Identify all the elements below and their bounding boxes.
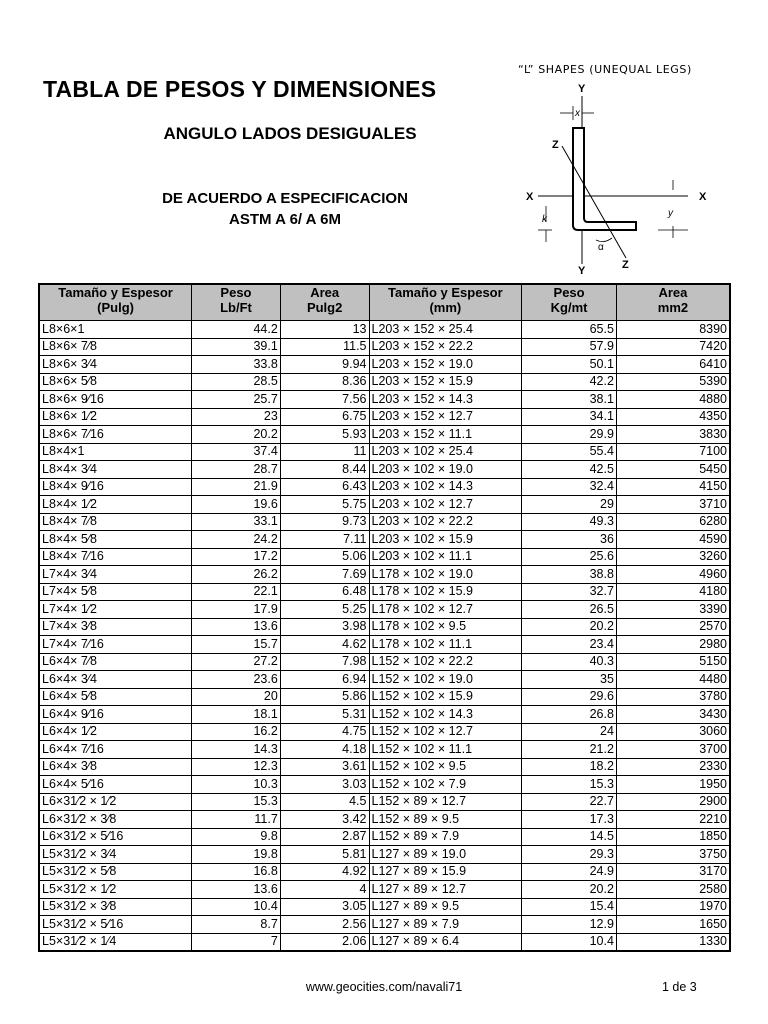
column-header-line: Area bbox=[310, 285, 340, 300]
table-cell: 12.9 bbox=[522, 916, 617, 934]
table-cell: 19.8 bbox=[192, 846, 281, 864]
table-cell: 5.06 bbox=[280, 548, 369, 566]
table-cell: 15.3 bbox=[192, 793, 281, 811]
table-cell: 3.03 bbox=[280, 776, 369, 794]
table-row bbox=[39, 408, 730, 426]
table-cell: 13 bbox=[280, 321, 369, 339]
y-axis-bottom-label: Y bbox=[578, 265, 586, 277]
z-axis-line bbox=[562, 146, 626, 258]
table-cell: 20.2 bbox=[192, 426, 281, 444]
table-cell: L5×31⁄2 × 5⁄16 bbox=[39, 916, 192, 934]
table-cell: 26.8 bbox=[522, 706, 617, 724]
table-cell: 14.5 bbox=[522, 828, 617, 846]
table-cell: 38.1 bbox=[522, 391, 617, 409]
table-cell: 27.2 bbox=[192, 653, 281, 671]
table-cell: 2580 bbox=[616, 881, 730, 899]
table-cell: 24 bbox=[522, 723, 617, 741]
table-cell: L8×4× 5⁄8 bbox=[39, 531, 192, 549]
table-cell: 11.7 bbox=[192, 811, 281, 829]
table-cell: 1850 bbox=[616, 828, 730, 846]
table-cell: L152 × 102 × 11.1 bbox=[369, 741, 522, 759]
table-cell: L127 × 89 × 15.9 bbox=[369, 863, 522, 881]
table-row bbox=[39, 391, 730, 409]
table-cell: 29.6 bbox=[522, 688, 617, 706]
page-subtitle: ANGULO LADOS DESIGUALES bbox=[163, 124, 417, 143]
z-axis-top-label: Z bbox=[552, 139, 559, 151]
table-cell: L203 × 152 × 25.4 bbox=[369, 321, 522, 339]
table-cell: L203 × 152 × 19.0 bbox=[369, 356, 522, 374]
table-cell: L152 × 89 × 7.9 bbox=[369, 828, 522, 846]
table-cell: 9.94 bbox=[280, 356, 369, 374]
table-cell: L203 × 102 × 15.9 bbox=[369, 531, 522, 549]
table-cell: L8×6× 7⁄16 bbox=[39, 426, 192, 444]
table-cell: 4880 bbox=[616, 391, 730, 409]
z-axis-bottom-label: Z bbox=[622, 259, 629, 271]
table-cell: 26.2 bbox=[192, 566, 281, 584]
table-cell: 2330 bbox=[616, 758, 730, 776]
table-cell: 6410 bbox=[616, 356, 730, 374]
table-cell: L5×31⁄2 × 5⁄8 bbox=[39, 863, 192, 881]
table-cell: L178 × 102 × 19.0 bbox=[369, 566, 522, 584]
table-cell: 2.56 bbox=[280, 916, 369, 934]
x-axis-left-label: X bbox=[526, 191, 534, 203]
table-row bbox=[39, 496, 730, 514]
spec-line-1: DE ACUERDO A ESPECIFICACION bbox=[162, 190, 408, 207]
table-cell: 32.7 bbox=[522, 583, 617, 601]
table-cell: 7420 bbox=[616, 338, 730, 356]
table-cell: 7 bbox=[192, 933, 281, 951]
table-row bbox=[39, 443, 730, 461]
table-cell: 5.86 bbox=[280, 688, 369, 706]
table-cell: 6.43 bbox=[280, 478, 369, 496]
table-cell: L6×4× 5⁄8 bbox=[39, 688, 192, 706]
table-cell: 17.9 bbox=[192, 601, 281, 619]
table-cell: L152 × 102 × 7.9 bbox=[369, 776, 522, 794]
table-cell: 12.3 bbox=[192, 758, 281, 776]
table-row bbox=[39, 723, 730, 741]
table-cell: 3.42 bbox=[280, 811, 369, 829]
table-cell: 40.3 bbox=[522, 653, 617, 671]
table-cell: L203 × 102 × 12.7 bbox=[369, 496, 522, 514]
table-header-row bbox=[39, 284, 730, 321]
table-cell: L8×6× 3⁄4 bbox=[39, 356, 192, 374]
table-cell: 6.94 bbox=[280, 671, 369, 689]
table-row bbox=[39, 618, 730, 636]
table-row bbox=[39, 828, 730, 846]
table-cell: L7×4× 3⁄8 bbox=[39, 618, 192, 636]
table-cell: L203 × 102 × 19.0 bbox=[369, 461, 522, 479]
table-cell: L203 × 152 × 12.7 bbox=[369, 408, 522, 426]
table-cell: L8×6× 7⁄8 bbox=[39, 338, 192, 356]
table-cell: 5.93 bbox=[280, 426, 369, 444]
table-cell: L203 × 152 × 11.1 bbox=[369, 426, 522, 444]
table-row bbox=[39, 741, 730, 759]
table-cell: 15.3 bbox=[522, 776, 617, 794]
table-cell: 3.61 bbox=[280, 758, 369, 776]
table-cell: L5×31⁄2 × 1⁄4 bbox=[39, 933, 192, 951]
table-cell: 8390 bbox=[616, 321, 730, 339]
table-cell: 20.2 bbox=[522, 618, 617, 636]
table-cell: 11 bbox=[280, 443, 369, 461]
table-cell: 7.56 bbox=[280, 391, 369, 409]
table-cell: L152 × 102 × 14.3 bbox=[369, 706, 522, 724]
page-title: TABLA DE PESOS Y DIMENSIONES bbox=[43, 76, 437, 102]
table-cell: 17.3 bbox=[522, 811, 617, 829]
table-cell: 42.2 bbox=[522, 373, 617, 391]
table-cell: 8.7 bbox=[192, 916, 281, 934]
table-cell: L5×31⁄2 × 3⁄4 bbox=[39, 846, 192, 864]
table-cell: 4350 bbox=[616, 408, 730, 426]
column-header-line: (Pulg) bbox=[97, 300, 134, 315]
table-cell: 33.8 bbox=[192, 356, 281, 374]
column-header-line: Kg/mt bbox=[550, 300, 588, 315]
table-cell: L8×4× 1⁄2 bbox=[39, 496, 192, 514]
table-cell: 1650 bbox=[616, 916, 730, 934]
table-cell: 6.75 bbox=[280, 408, 369, 426]
column-header-line: Peso bbox=[220, 285, 252, 300]
column-header-line: Area bbox=[658, 285, 688, 300]
table-cell: 5.31 bbox=[280, 706, 369, 724]
table-cell: 2.87 bbox=[280, 828, 369, 846]
table-cell: 15.7 bbox=[192, 636, 281, 654]
column-header-line: Pulg2 bbox=[306, 300, 343, 315]
table-cell: 39.1 bbox=[192, 338, 281, 356]
x-dimension-label: x bbox=[575, 108, 580, 119]
table-cell: L6×31⁄2 × 5⁄16 bbox=[39, 828, 192, 846]
table-cell: L8×4× 9⁄16 bbox=[39, 478, 192, 496]
table-cell: 7.11 bbox=[280, 531, 369, 549]
table-cell: 8.44 bbox=[280, 461, 369, 479]
table-cell: 1950 bbox=[616, 776, 730, 794]
table-cell: 23.4 bbox=[522, 636, 617, 654]
table-cell: L127 × 89 × 7.9 bbox=[369, 916, 522, 934]
table-row bbox=[39, 881, 730, 899]
weights-dimensions-table bbox=[38, 283, 731, 952]
table-row bbox=[39, 356, 730, 374]
specification-block bbox=[0, 188, 570, 230]
table-cell: 49.3 bbox=[522, 513, 617, 531]
table-cell: 2210 bbox=[616, 811, 730, 829]
column-header bbox=[522, 284, 617, 321]
table-cell: L152 × 89 × 9.5 bbox=[369, 811, 522, 829]
table-cell: 19.6 bbox=[192, 496, 281, 514]
table-cell: 7.69 bbox=[280, 566, 369, 584]
table-cell: 5.75 bbox=[280, 496, 369, 514]
table-row bbox=[39, 776, 730, 794]
table-cell: 4.62 bbox=[280, 636, 369, 654]
column-header-line: (mm) bbox=[429, 300, 462, 315]
table-cell: 13.6 bbox=[192, 618, 281, 636]
table-cell: 17.2 bbox=[192, 548, 281, 566]
table-cell: 4.75 bbox=[280, 723, 369, 741]
y-dimension-label: y bbox=[668, 208, 673, 219]
table-cell: 35 bbox=[522, 671, 617, 689]
table-cell: 5.25 bbox=[280, 601, 369, 619]
table-cell: L152 × 102 × 9.5 bbox=[369, 758, 522, 776]
table-cell: L7×4× 1⁄2 bbox=[39, 601, 192, 619]
table-cell: L152 × 102 × 19.0 bbox=[369, 671, 522, 689]
table-cell: L203 × 152 × 22.2 bbox=[369, 338, 522, 356]
table-cell: L203 × 102 × 22.2 bbox=[369, 513, 522, 531]
table-cell: L178 × 102 × 15.9 bbox=[369, 583, 522, 601]
table-cell: 6.48 bbox=[280, 583, 369, 601]
table-cell: 25.7 bbox=[192, 391, 281, 409]
table-cell: 3.98 bbox=[280, 618, 369, 636]
table-cell: 29.9 bbox=[522, 426, 617, 444]
table-cell: 4 bbox=[280, 881, 369, 899]
table-cell: 3830 bbox=[616, 426, 730, 444]
table-cell: 32.4 bbox=[522, 478, 617, 496]
table-cell: 3390 bbox=[616, 601, 730, 619]
table-cell: L6×4× 1⁄2 bbox=[39, 723, 192, 741]
table-cell: 7100 bbox=[616, 443, 730, 461]
table-row bbox=[39, 846, 730, 864]
table-cell: 18.2 bbox=[522, 758, 617, 776]
table-row bbox=[39, 426, 730, 444]
table-row bbox=[39, 601, 730, 619]
table-cell: L5×31⁄2 × 3⁄8 bbox=[39, 898, 192, 916]
table-cell: 1970 bbox=[616, 898, 730, 916]
table-cell: 37.4 bbox=[192, 443, 281, 461]
table-row bbox=[39, 531, 730, 549]
table-cell: 10.4 bbox=[192, 898, 281, 916]
table-cell: 2.06 bbox=[280, 933, 369, 951]
y-axis-top-label: Y bbox=[578, 83, 586, 95]
table-cell: L6×4× 7⁄8 bbox=[39, 653, 192, 671]
table-cell: 50.1 bbox=[522, 356, 617, 374]
table-cell: 11.5 bbox=[280, 338, 369, 356]
table-cell: L127 × 89 × 9.5 bbox=[369, 898, 522, 916]
table-cell: 24.2 bbox=[192, 531, 281, 549]
table-cell: L152 × 102 × 22.2 bbox=[369, 653, 522, 671]
table-row bbox=[39, 321, 730, 339]
table-cell: L8×4× 7⁄16 bbox=[39, 548, 192, 566]
table-cell: 13.6 bbox=[192, 881, 281, 899]
table-cell: 4960 bbox=[616, 566, 730, 584]
table-cell: L7×4× 7⁄16 bbox=[39, 636, 192, 654]
table-row bbox=[39, 478, 730, 496]
alpha-angle-label: α bbox=[598, 242, 604, 253]
table-cell: L6×4× 5⁄16 bbox=[39, 776, 192, 794]
table-cell: 5.81 bbox=[280, 846, 369, 864]
column-header-line: Peso bbox=[553, 285, 585, 300]
table-cell: L127 × 89 × 12.7 bbox=[369, 881, 522, 899]
table-cell: 44.2 bbox=[192, 321, 281, 339]
table-cell: L203 × 152 × 14.3 bbox=[369, 391, 522, 409]
table-cell: 3430 bbox=[616, 706, 730, 724]
table-cell: 2900 bbox=[616, 793, 730, 811]
spec-line-2: ASTM A 6/ A 6M bbox=[229, 211, 341, 228]
table-cell: L6×4× 3⁄8 bbox=[39, 758, 192, 776]
table-cell: 22.7 bbox=[522, 793, 617, 811]
table-row bbox=[39, 933, 730, 951]
table-cell: 5450 bbox=[616, 461, 730, 479]
k-dimension-label: k bbox=[542, 214, 547, 225]
x-axis-right-label: X bbox=[699, 191, 707, 203]
column-header bbox=[280, 284, 369, 321]
l-angle-shape bbox=[573, 128, 636, 230]
table-row bbox=[39, 758, 730, 776]
table-cell: 1330 bbox=[616, 933, 730, 951]
column-header-line: mm2 bbox=[657, 300, 689, 315]
table-cell: 21.9 bbox=[192, 478, 281, 496]
table-cell: 3710 bbox=[616, 496, 730, 514]
table-body bbox=[39, 321, 730, 952]
table-row bbox=[39, 811, 730, 829]
column-header-line: Tamaño y Espesor bbox=[388, 285, 503, 300]
table-cell: L8×6× 1⁄2 bbox=[39, 408, 192, 426]
table-row bbox=[39, 898, 730, 916]
table-cell: 24.9 bbox=[522, 863, 617, 881]
table-cell: L6×4× 9⁄16 bbox=[39, 706, 192, 724]
column-header bbox=[616, 284, 730, 321]
table-cell: L8×4×1 bbox=[39, 443, 192, 461]
table-cell: 9.8 bbox=[192, 828, 281, 846]
table-cell: 16.2 bbox=[192, 723, 281, 741]
table-cell: 23.6 bbox=[192, 671, 281, 689]
table-row bbox=[39, 461, 730, 479]
table-cell: 3.05 bbox=[280, 898, 369, 916]
table-cell: L8×4× 3⁄4 bbox=[39, 461, 192, 479]
table-row bbox=[39, 566, 730, 584]
table-cell: 8.36 bbox=[280, 373, 369, 391]
column-header bbox=[39, 284, 192, 321]
table-cell: 4180 bbox=[616, 583, 730, 601]
table-cell: 4.18 bbox=[280, 741, 369, 759]
table-cell: L178 × 102 × 9.5 bbox=[369, 618, 522, 636]
table-cell: 28.7 bbox=[192, 461, 281, 479]
table-cell: 9.73 bbox=[280, 513, 369, 531]
table-cell: 4.92 bbox=[280, 863, 369, 881]
table-cell: 2980 bbox=[616, 636, 730, 654]
table-cell: 38.8 bbox=[522, 566, 617, 584]
table-cell: 4.5 bbox=[280, 793, 369, 811]
table-cell: L7×4× 3⁄4 bbox=[39, 566, 192, 584]
table-cell: 16.8 bbox=[192, 863, 281, 881]
table-cell: 20 bbox=[192, 688, 281, 706]
column-header-line: Tamaño y Espesor bbox=[58, 285, 173, 300]
table-cell: L152 × 89 × 12.7 bbox=[369, 793, 522, 811]
table-cell: L8×4× 7⁄8 bbox=[39, 513, 192, 531]
table-cell: 10.4 bbox=[522, 933, 617, 951]
table-cell: 15.4 bbox=[522, 898, 617, 916]
table-cell: L152 × 102 × 15.9 bbox=[369, 688, 522, 706]
table-cell: 4150 bbox=[616, 478, 730, 496]
table-cell: 28.5 bbox=[192, 373, 281, 391]
table-cell: L127 × 89 × 6.4 bbox=[369, 933, 522, 951]
table-cell: 10.3 bbox=[192, 776, 281, 794]
table-row bbox=[39, 863, 730, 881]
column-header-line: Lb/Ft bbox=[220, 300, 252, 315]
table-row bbox=[39, 653, 730, 671]
table-cell: L8×6×1 bbox=[39, 321, 192, 339]
table-cell: 2570 bbox=[616, 618, 730, 636]
table-cell: 20.2 bbox=[522, 881, 617, 899]
table-cell: 57.9 bbox=[522, 338, 617, 356]
table-row bbox=[39, 706, 730, 724]
table-cell: 22.1 bbox=[192, 583, 281, 601]
table-row bbox=[39, 671, 730, 689]
table-row bbox=[39, 548, 730, 566]
table-row bbox=[39, 373, 730, 391]
table-cell: 14.3 bbox=[192, 741, 281, 759]
table-cell: 25.6 bbox=[522, 548, 617, 566]
column-header bbox=[369, 284, 522, 321]
page-number: 1 de 3 bbox=[662, 980, 697, 994]
table-cell: 34.1 bbox=[522, 408, 617, 426]
table-cell: L127 × 89 × 19.0 bbox=[369, 846, 522, 864]
table-cell: 18.1 bbox=[192, 706, 281, 724]
table-cell: 55.4 bbox=[522, 443, 617, 461]
table-cell: L6×31⁄2 × 1⁄2 bbox=[39, 793, 192, 811]
table-cell: L178 × 102 × 11.1 bbox=[369, 636, 522, 654]
l-shape-diagram bbox=[518, 78, 728, 278]
table-cell: 5390 bbox=[616, 373, 730, 391]
table-cell: L8×6× 9⁄16 bbox=[39, 391, 192, 409]
table-cell: L6×31⁄2 × 3⁄8 bbox=[39, 811, 192, 829]
table-row bbox=[39, 338, 730, 356]
table-cell: 4590 bbox=[616, 531, 730, 549]
table-cell: 4480 bbox=[616, 671, 730, 689]
table-cell: 6280 bbox=[616, 513, 730, 531]
table-row bbox=[39, 583, 730, 601]
table-row bbox=[39, 636, 730, 654]
table-cell: 7.98 bbox=[280, 653, 369, 671]
table-cell: L8×6× 5⁄8 bbox=[39, 373, 192, 391]
table-cell: 3170 bbox=[616, 863, 730, 881]
table-cell: 3700 bbox=[616, 741, 730, 759]
table-cell: L203 × 102 × 14.3 bbox=[369, 478, 522, 496]
table-cell: 29.3 bbox=[522, 846, 617, 864]
table-cell: 3780 bbox=[616, 688, 730, 706]
table-cell: L5×31⁄2 × 1⁄2 bbox=[39, 881, 192, 899]
table-cell: L7×4× 5⁄8 bbox=[39, 583, 192, 601]
table-cell: L203 × 102 × 11.1 bbox=[369, 548, 522, 566]
table-cell: L6×4× 3⁄4 bbox=[39, 671, 192, 689]
table-cell: L6×4× 7⁄16 bbox=[39, 741, 192, 759]
table-row bbox=[39, 513, 730, 531]
table-cell: 3260 bbox=[616, 548, 730, 566]
table-cell: 21.2 bbox=[522, 741, 617, 759]
table-cell: 3060 bbox=[616, 723, 730, 741]
table-cell: 29 bbox=[522, 496, 617, 514]
footer-url: www.geocities.com/navali71 bbox=[305, 980, 463, 994]
table-cell: 36 bbox=[522, 531, 617, 549]
table-cell: L203 × 102 × 25.4 bbox=[369, 443, 522, 461]
table-cell: 23 bbox=[192, 408, 281, 426]
table-row bbox=[39, 793, 730, 811]
table-cell: 3750 bbox=[616, 846, 730, 864]
column-header bbox=[192, 284, 281, 321]
diagram-caption: “L” SHAPES (UNEQUAL LEGS) bbox=[518, 63, 692, 76]
table-cell: 42.5 bbox=[522, 461, 617, 479]
table-cell: 26.5 bbox=[522, 601, 617, 619]
table-cell: L178 × 102 × 12.7 bbox=[369, 601, 522, 619]
table-cell: L203 × 152 × 15.9 bbox=[369, 373, 522, 391]
table-cell: L152 × 102 × 12.7 bbox=[369, 723, 522, 741]
table-row bbox=[39, 916, 730, 934]
table-cell: 5150 bbox=[616, 653, 730, 671]
table-row bbox=[39, 688, 730, 706]
table-cell: 65.5 bbox=[522, 321, 617, 339]
table-cell: 33.1 bbox=[192, 513, 281, 531]
